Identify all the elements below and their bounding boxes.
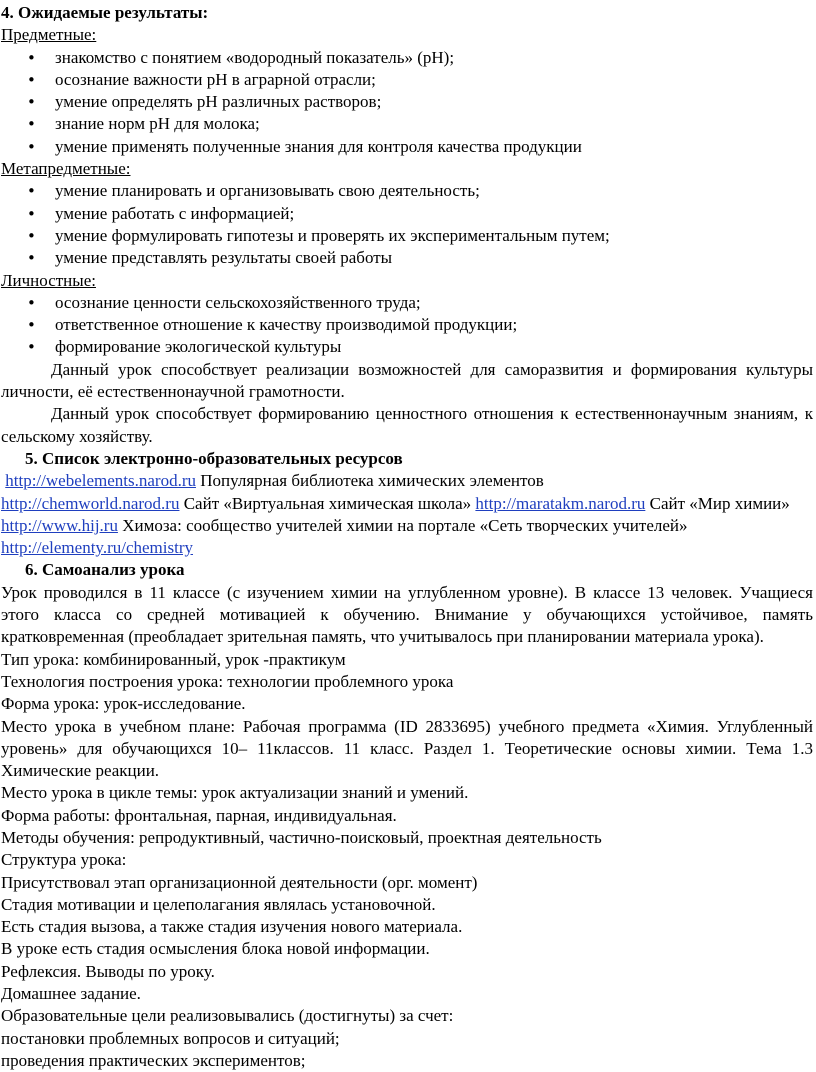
list-item: • умение применять полученные знания для контроля качества продукции xyxy=(55,136,813,158)
paragraph: В уроке есть стадия осмысления блока новой информации. xyxy=(1,939,430,959)
paragraph: Образовательные цели реализовывались (достигнуты) за счет: xyxy=(1,1006,454,1026)
link-hij[interactable]: http://www.hij.ru xyxy=(1,515,118,535)
paragraph: Урок проводился в 11 классе (с изучением химии на углубленном уровне). В классе 13 человек. Учащиеся этого класса со средней мотивацией к обучению. Внимание у обучающихся устойчивое, память кратковременная (преобладает зрительная память, что учитывалось при планировании материала урока). xyxy=(1,582,813,647)
link-elementy[interactable]: http://elementy.ru/chemistry xyxy=(1,538,193,558)
subject-results-label: Предметные: xyxy=(1,25,97,45)
paragraph-values: Данный урок способствует формированию ценностного отношения к естественнонаучным знаниям, к сельскому хозяйству. xyxy=(1,404,813,446)
paragraph: Место урока в цикле темы: урок актуализации знаний и умений. xyxy=(1,783,469,803)
paragraph: Форма урока: урок-исследование. xyxy=(1,694,246,714)
paragraph: Форма работы: фронтальная, парная, индивидуальная. xyxy=(1,805,397,825)
paragraph: Методы обучения: репродуктивный, частично-поисковый, проектная деятельность xyxy=(1,827,602,847)
paragraph: Тип урока: комбинированный, урок -практикум xyxy=(1,649,346,669)
meta-results-list xyxy=(1,180,813,269)
link-chemworld[interactable]: http://chemworld.narod.ru xyxy=(1,493,180,513)
paragraph: проведения практических экспериментов; xyxy=(1,1050,306,1070)
section-4-heading: 4. Ожидаемые результаты: xyxy=(1,3,209,22)
paragraph: Стадия мотивации и целеполагания являлась установочной. xyxy=(1,894,436,914)
list-item: • умение формулировать гипотезы и проверять их экспериментальным путем; xyxy=(55,225,813,247)
paragraph: Место урока в учебном плане: Рабочая программа (ID 2833695) учебного предмета «Химия. Углубленный уровень» для обучающихся 10– 11классов. 11 класс. Раздел 1. Теоретические основы химии. Тема 1.3 Химические реакции. xyxy=(1,716,813,781)
list-item: • умение планировать и организовывать свою деятельность; xyxy=(55,180,813,202)
link-maratakm[interactable]: http://maratakm.narod.ru xyxy=(475,493,646,513)
list-item: • умение определять pH различных растворов; xyxy=(55,91,813,113)
list-item: • умение работать с информацией; xyxy=(55,203,813,225)
resource-line-2 xyxy=(1,493,813,515)
resource-description: Химоза: сообщество учителей химии на портале «Сеть творческих учителей» xyxy=(117,515,688,535)
personal-results-label: Личностные: xyxy=(1,270,96,290)
resource-description: Популярная библиотека химических элементов xyxy=(195,471,544,491)
meta-results-label: Метапредметные: xyxy=(1,159,131,179)
list-item: • осознание ценности сельскохозяйственного труда; xyxy=(55,292,813,314)
paragraph: Технология построения урока: технологии проблемного урока xyxy=(1,671,454,691)
paragraph: Домашнее задание. xyxy=(1,984,141,1004)
list-item: • осознание важности pH в аграрной отрасли; xyxy=(55,69,813,91)
section-5-heading: 5. Список электронно-образовательных ресурсов xyxy=(25,448,403,468)
personal-results-list xyxy=(1,292,813,359)
paragraph: Присутствовал этап организационной деятельности (орг. момент) xyxy=(1,872,478,892)
list-item: • знание норм pH для молока; xyxy=(55,113,813,135)
paragraph: Структура урока: xyxy=(1,850,127,870)
resource-line-3 xyxy=(1,515,813,537)
list-item: • знакомство с понятием «водородный показатель» (pH); xyxy=(55,47,813,69)
list-item: • ответственное отношение к качеству производимой продукции; xyxy=(55,314,813,336)
list-item: • умение представлять результаты своей работы xyxy=(55,247,813,269)
resource-line-1 xyxy=(1,470,813,492)
resource-description: Сайт «Виртуальная химическая школа» xyxy=(179,493,476,513)
paragraph: Рефлексия. Выводы по уроку. xyxy=(1,961,215,981)
resource-description: Сайт «Мир химии» xyxy=(645,493,790,513)
list-item: • формирование экологической культуры xyxy=(55,336,813,358)
link-webelements[interactable]: http://webelements.narod.ru xyxy=(5,471,196,491)
paragraph-culture: Данный урок способствует реализации возможностей для саморазвития и формирования культуры личности, её естественнонаучной грамотности. xyxy=(1,359,813,402)
section-6-heading: 6. Самоанализ урока xyxy=(25,560,185,580)
resource-line-4 xyxy=(1,537,813,559)
subject-results-list xyxy=(1,47,813,158)
paragraph: постановки проблемных вопросов и ситуаций; xyxy=(1,1028,340,1048)
paragraph: Есть стадия вызова, а также стадия изучения нового материала. xyxy=(1,917,463,937)
